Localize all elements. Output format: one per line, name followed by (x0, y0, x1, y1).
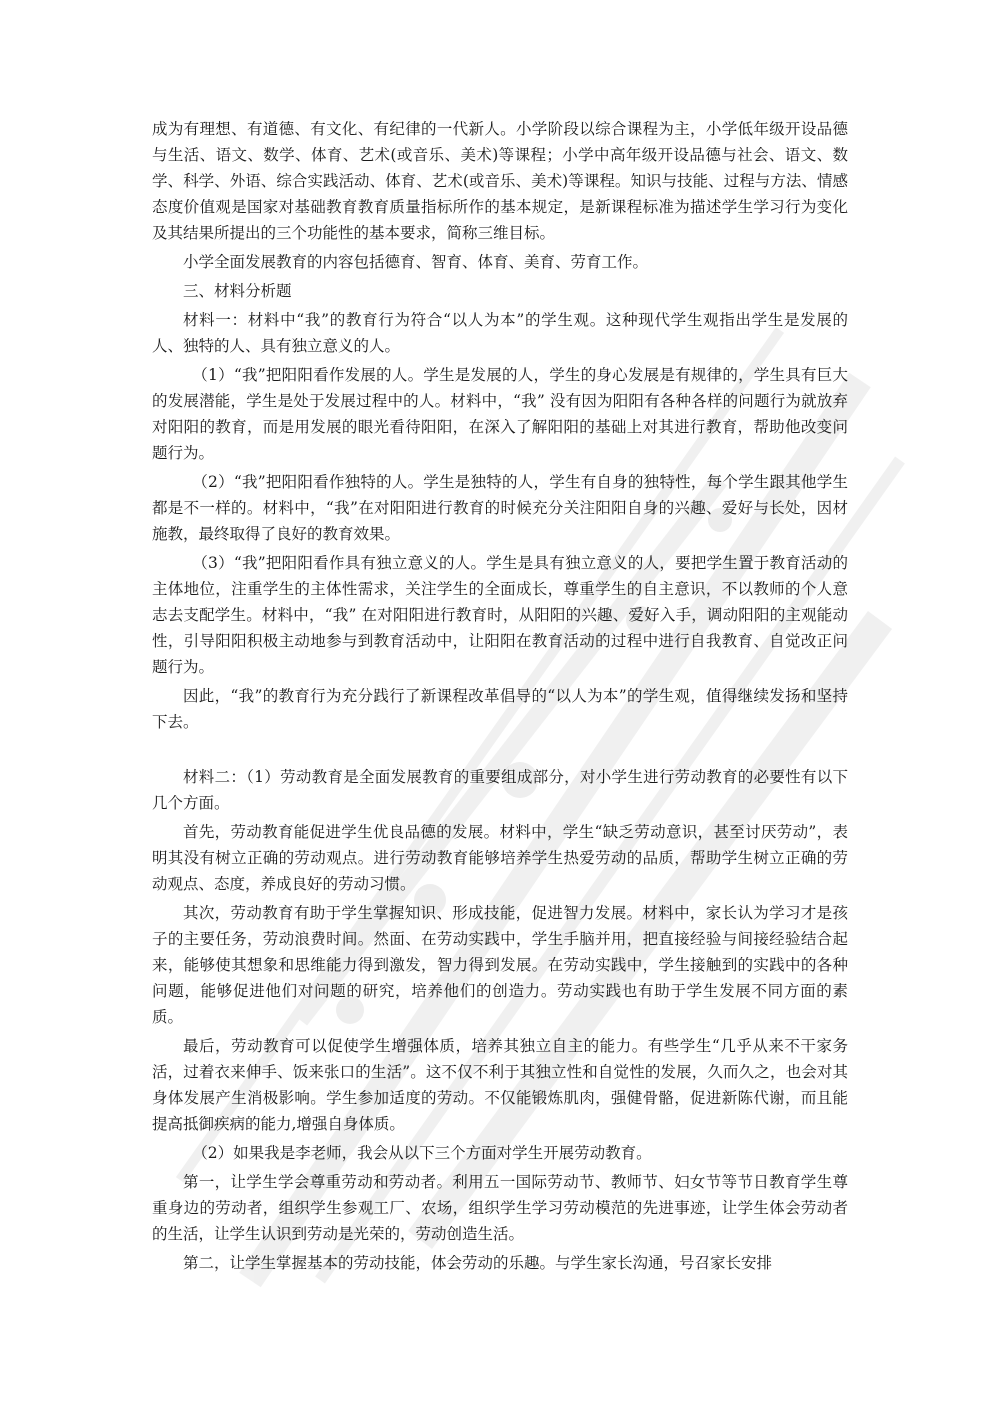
paragraph: （2）如果我是李老师，我会从以下三个方面对学生开展劳动教育。 (192, 1144, 652, 1162)
paragraph: 最后，劳动教育可以促使学生增强体质，培养其独立自主的能力。有些学生“几乎从来不干家务活，过着衣来伸手、饭来张口的生活”。这不仅不利于其独立性和自觉性的发展，久而久之，也会对其身体发展产生消极影响。学生参加适度的劳动。不仅能锻炼肌肉，强健骨骼，促进新陈代谢，而且能提高抵御疾病的能力,增强自身体质。 (152, 1037, 848, 1133)
paragraph: 材料二：（1）劳动教育是全面发展教育的重要组成部分，对小学生进行劳动教育的必要性有以下几个方面。 (152, 768, 848, 812)
paragraph: 成为有理想、有道德、有文化、有纪律的一代新人。小学阶段以综合课程为主，小学低年级开设品德与生活、语文、数学、体育、艺术(或音乐、美术)等课程；小学中高年级开设品德与社会、语文、数学、科学、外语、综合实践活动、体育、艺术(或音乐、美术)等课程。知识与技能、过程与方法、情感态度价值观是国家对基础教育教育质量指标所作的基本规定，是新课程标准为描述学生学习行为变化及其结果所提出的三个功能性的基本要求，简称三维目标。 (152, 120, 848, 242)
paragraph: 第二，让学生掌握基本的劳动技能，体会劳动的乐趣。与学生家长沟通，号召家长安排 (183, 1254, 773, 1272)
section-heading: 三、材料分析题 (183, 282, 292, 300)
paragraph: 首先，劳动教育能促进学生优良品德的发展。材料中，学生“缺乏劳动意识，甚至讨厌劳动”，表明其没有树立正确的劳动观点。进行劳动教育能够培养学生热爱劳动的品质，帮助学生树立正确的劳动观点、态度，养成良好的劳动习惯。 (152, 823, 848, 893)
paragraph: （3）“我”把阳阳看作具有独立意义的人。学生是具有独立意义的人，要把学生置于教育活动的主体地位，注重学生的主体性需求，关注学生的全面成长，尊重学生的自主意识，不以教师的个人意志去支配学生。材料中，“我” 在对阳阳进行教育时，从阳阳的兴趣、爱好入手，调动阳阳的主观能动性，引导阳阳积极主动地参与到教育活动中，让阳阳在教育活动的过程中进行自我教育、自觉改正问题行为。 (152, 554, 848, 676)
paragraph: （1）“我”把阳阳看作发展的人。学生是发展的人，学生的身心发展是有规律的，学生具有巨大的发展潜能，学生是处于发展过程中的人。材料中，“我” 没有因为阳阳有各种各样的问题行为就放弃对阳阳的教育，而是用发展的眼光看待阳阳，在深入了解阳阳的基础上对其进行教育，帮助他改变问题行为。 (152, 366, 848, 462)
document-body (152, 116, 848, 1279)
paragraph: 因此，“我”的教育行为充分践行了新课程改革倡导的“以人为本”的学生观，值得继续发扬和坚持下去。 (152, 687, 848, 731)
paragraph: 第一，让学生学会尊重劳动和劳动者。利用五一国际劳动节、教师节、妇女节等节日教育学生尊重身边的劳动者，组织学生参观工厂、农场，组织学生学习劳动模范的先进事迹，让学生体会劳动者的生活，让学生认识到劳动是光荣的，劳动创造生活。 (152, 1173, 848, 1243)
paragraph: 其次，劳动教育有助于学生掌握知识、形成技能，促进智力发展。材料中，家长认为学习才是孩子的主要任务，劳动浪费时间。然面、在劳动实践中，学生手脑并用，把直接经验与间接经验结合起来，能够使其想象和思维能力得到激发，智力得到发展。在劳动实践中，学生接触到的实践中的各种问题，能够促进他们对问题的研究，培养他们的创造力。劳动实践也有助于学生发展不同方面的素质。 (152, 904, 848, 1026)
paragraph: 小学全面发展教育的内容包括德育、智育、体育、美育、劳育工作。 (183, 253, 649, 271)
blank-line (152, 738, 848, 764)
paragraph: 材料一：材料中“我”的教育行为符合“以人为本”的学生观。这种现代学生观指出学生是发展的人、独特的人、具有独立意义的人。 (152, 311, 848, 355)
paragraph: （2）“我”把阳阳看作独特的人。学生是独特的人，学生有自身的独特性，每个学生跟其他学生都是不一样的。材料中，“我”在对阳阳进行教育的时候充分关注阳阳自身的兴趣、爱好与长处，因材施教，最终取得了良好的教育效果。 (152, 473, 848, 543)
